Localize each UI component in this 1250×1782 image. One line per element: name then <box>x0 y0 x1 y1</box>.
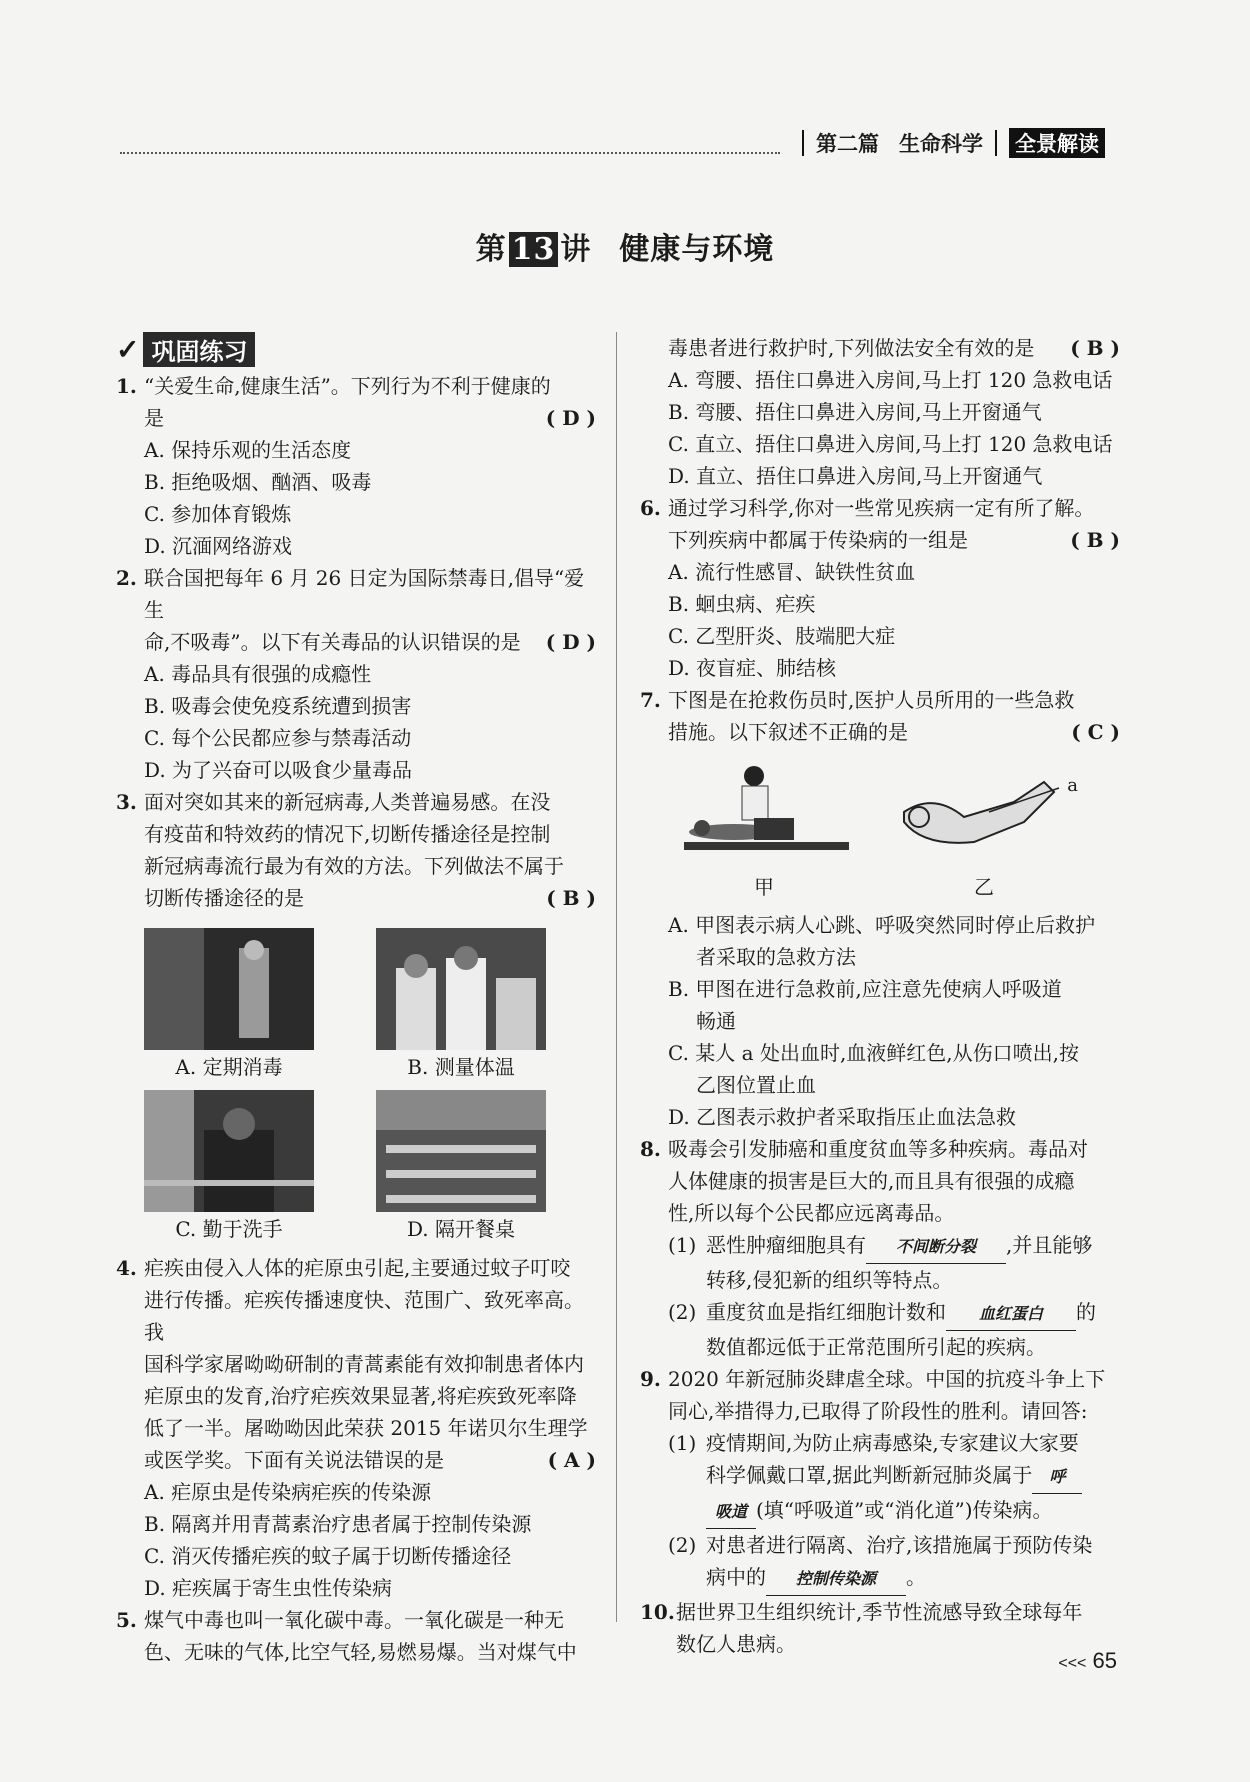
option: B. 蛔虫病、疟疾 <box>668 592 816 616</box>
sub-text: 数值都远低于正常范围所引起的疾病。 <box>706 1335 1046 1359</box>
sub-number: (2) <box>668 1533 697 1557</box>
chapter-topic: 健康与环境 <box>619 232 775 267</box>
option: D. 为了兴奋可以吸食少量毒品 <box>144 758 413 782</box>
header-divider <box>802 130 804 156</box>
option: B. 拒绝吸烟、酗酒、吸毒 <box>144 470 372 494</box>
option: B. 甲图在进行急救前,应注意先使病人呼吸道 <box>668 977 1062 1001</box>
answer-blank: 吸道 <box>706 1496 756 1529</box>
option: D. 沉湎网络游戏 <box>144 534 293 558</box>
sub-text: 重度贫血是指红细胞计数和 <box>706 1300 946 1324</box>
sub-text: ,并且能够 <box>1006 1233 1093 1257</box>
header-badge: 全景解读 <box>1009 128 1105 158</box>
check-icon: ✓ <box>116 333 140 366</box>
question-text: 毒患者进行救护时,下列做法安全有效的是 <box>668 336 1035 360</box>
question-text: 国科学家屠呦呦研制的青蒿素能有效抑制患者体内 <box>144 1352 584 1376</box>
sub-text: 。 <box>906 1565 926 1589</box>
answer: ( D ) <box>545 406 596 430</box>
photo-handwashing <box>144 1090 314 1212</box>
right-column <box>640 332 1120 1660</box>
figure-point-label: a <box>1067 775 1078 796</box>
q8-sub1 <box>640 1229 1120 1296</box>
question-10 <box>640 1596 1120 1660</box>
figure-yi <box>894 762 1078 903</box>
answer: ( A ) <box>547 1448 596 1472</box>
question-3 <box>116 786 596 914</box>
question-number: 2. <box>116 566 137 590</box>
question-2 <box>116 562 596 658</box>
question-text: 有疫苗和特效药的情况下,切断传播途径是控制 <box>144 822 551 846</box>
question-text: 数亿人患病。 <box>676 1632 796 1656</box>
option-continued: 者采取的急救方法 <box>696 945 856 969</box>
answer: ( C ) <box>1071 720 1120 744</box>
option: C. 直立、捂住口鼻进入房间,马上打 120 急救电话 <box>668 432 1113 456</box>
question-text: 同心,举措得力,已取得了阶段性的胜利。请回答: <box>668 1399 1088 1423</box>
option: C. 消灭传播疟疾的蚊子属于切断传播途径 <box>144 1544 512 1568</box>
question-text: 通过学习科学,你对一些常见疾病一定有所了解。 <box>668 496 1095 520</box>
section-heading <box>116 332 255 367</box>
chapter-number: 13 <box>509 232 559 267</box>
first-aid-figures <box>674 762 1120 903</box>
answer-blank: 血红蛋白 <box>946 1298 1076 1331</box>
page-header <box>790 128 1105 158</box>
option: A. 保持乐观的生活态度 <box>144 438 352 462</box>
cpr-illustration <box>674 762 854 862</box>
photo-separated-tables <box>376 1090 546 1212</box>
question-number: 6. <box>640 496 661 520</box>
sub-number: (2) <box>668 1300 697 1324</box>
header-part: 第二篇 <box>816 131 879 156</box>
question-text: 命,不吸毒”。以下有关毒品的认识错误的是 <box>144 630 521 654</box>
question-text: 下图是在抢救伤员时,医护人员所用的一些急救 <box>668 688 1075 712</box>
option: C. 某人 a 处出血时,血液鲜红色,从伤口喷出,按 <box>668 1041 1080 1065</box>
sub-text: 转移,侵犯新的组织等特点。 <box>706 1268 953 1292</box>
question-text: 切断传播途径的是 <box>144 886 304 910</box>
column-divider <box>616 332 617 1622</box>
question-number: 9. <box>640 1367 661 1391</box>
option: B. 弯腰、捂住口鼻进入房间,马上开窗通气 <box>668 400 1042 424</box>
question-number: 7. <box>640 688 661 712</box>
photo-temperature <box>376 928 546 1050</box>
question-7 <box>640 684 1120 748</box>
answer-blank: 不间断分裂 <box>866 1231 1006 1264</box>
figure-label: 甲 <box>754 875 774 899</box>
photo-caption: C. 勤于洗手 <box>175 1217 283 1241</box>
sub-text: 科学佩戴口罩,据此判断新冠肺炎属于 <box>706 1463 1033 1487</box>
question-text: 疟疾由侵入人体的疟原虫引起,主要通过蚊子叮咬 <box>144 1256 571 1280</box>
question-text: 面对突如其来的新冠病毒,人类普遍易感。在没 <box>144 790 551 814</box>
question-text: 色、无味的气体,比空气轻,易燃易爆。当对煤气中 <box>144 1640 577 1664</box>
header-subject: 生命科学 <box>899 131 983 156</box>
option: B. 隔离并用青蒿素治疗患者属于控制传染源 <box>144 1512 532 1536</box>
answer-blank: 呼 <box>1032 1461 1082 1494</box>
page-number: 65 <box>1092 1648 1117 1673</box>
option: D. 乙图表示救护者采取指压止血法急救 <box>668 1105 1017 1129</box>
option: A. 甲图表示病人心跳、呼吸突然同时停止后救护 <box>668 913 1096 937</box>
q8-sub2 <box>640 1296 1120 1363</box>
section-label: 巩固练习 <box>143 332 255 367</box>
question-number: 4. <box>116 1256 137 1280</box>
answer: ( B ) <box>546 886 596 910</box>
question-number: 1. <box>116 374 137 398</box>
question-text: 或医学奖。下面有关说法错误的是 <box>144 1448 444 1472</box>
answer: ( B ) <box>1070 336 1120 360</box>
sub-text: (填“呼吸道”或“消化道”)传染病。 <box>756 1498 1053 1522</box>
sub-text: 疫情期间,为防止病毒感染,专家建议大家要 <box>706 1431 1079 1455</box>
arrows-icon: <<< <box>1058 1655 1087 1672</box>
option: A. 毒品具有很强的成瘾性 <box>144 662 372 686</box>
question-text: 进行传播。疟疾传播速度快、范围广、致死率高。我 <box>144 1288 584 1344</box>
pressure-point-illustration <box>894 762 1074 862</box>
question-text: 低了一半。屠呦呦因此荣获 2015 年诺贝尔生理学 <box>144 1416 588 1440</box>
option: A. 弯腰、捂住口鼻进入房间,马上打 120 急救电话 <box>668 368 1113 392</box>
question-text: “关爱生命,健康生活”。下列行为不利于健康的 <box>144 374 551 398</box>
question-number: 10. <box>640 1600 675 1624</box>
figure-label: 乙 <box>974 875 994 899</box>
page-footer <box>1058 1648 1117 1674</box>
photo-disinfection <box>144 928 314 1050</box>
option: D. 直立、捂住口鼻进入房间,马上开窗通气 <box>668 464 1043 488</box>
sub-text: 恶性肿瘤细胞具有 <box>706 1233 866 1257</box>
question-text: 是 <box>144 406 164 430</box>
question-8 <box>640 1133 1120 1229</box>
question-text: 性,所以每个公民都应远离毒品。 <box>668 1201 955 1225</box>
option: A. 疟原虫是传染病疟疾的传染源 <box>144 1480 432 1504</box>
question-6 <box>640 492 1120 556</box>
answer: ( D ) <box>545 630 596 654</box>
question-text: 吸毒会引发肺癌和重度贫血等多种疾病。毒品对 <box>668 1137 1088 1161</box>
title-prefix: 第 <box>475 232 507 267</box>
question-number: 3. <box>116 790 137 814</box>
question-text: 据世界卫生组织统计,季节性流感导致全球每年 <box>676 1600 1083 1624</box>
photo-caption: B. 测量体温 <box>407 1055 515 1079</box>
question-text: 2020 年新冠肺炎肆虐全球。中国的抗疫斗争上下 <box>668 1367 1106 1391</box>
header-divider <box>995 130 997 156</box>
answer: ( B ) <box>1070 528 1120 552</box>
question-number: 8. <box>640 1137 661 1161</box>
option: A. 流行性感冒、缺铁性贫血 <box>668 560 916 584</box>
figure-jia <box>674 762 854 903</box>
option: D. 夜盲症、肺结核 <box>668 656 837 680</box>
question-text: 疟原虫的发育,治疗疟疾效果显著,将疟疾致死率降 <box>144 1384 577 1408</box>
question-number: 5. <box>116 1608 137 1632</box>
option-continued: 畅通 <box>696 1009 736 1033</box>
header-rule <box>120 152 780 154</box>
title-suffix: 讲 <box>560 232 592 267</box>
photo-grid <box>144 928 596 1246</box>
question-1 <box>116 370 596 434</box>
option: B. 吸毒会使免疫系统遭到损害 <box>144 694 412 718</box>
question-text: 联合国把每年 6 月 26 日定为国际禁毒日,倡导“爱生 <box>144 566 585 622</box>
question-text: 下列疾病中都属于传染病的一组是 <box>668 528 968 552</box>
answer-blank: 控制传染源 <box>766 1563 906 1596</box>
option: C. 乙型肝炎、肢端肥大症 <box>668 624 896 648</box>
q9-sub1 <box>640 1427 1120 1529</box>
option: D. 疟疾属于寄生虫性传染病 <box>144 1576 393 1600</box>
question-text: 新冠病毒流行最为有效的方法。下列做法不属于 <box>144 854 564 878</box>
question-text: 人体健康的损害是巨大的,而且具有很强的成瘾 <box>668 1169 1075 1193</box>
sub-text: 对患者进行隔离、治疗,该措施属于预防传染 <box>706 1533 1093 1557</box>
question-4 <box>116 1252 596 1476</box>
sub-text: 的 <box>1076 1300 1096 1324</box>
option: C. 每个公民都应参与禁毒活动 <box>144 726 412 750</box>
sub-text: 病中的 <box>706 1565 766 1589</box>
question-text: 措施。以下叙述不正确的是 <box>668 720 908 744</box>
sub-number: (1) <box>668 1233 697 1257</box>
photo-caption: D. 隔开餐桌 <box>406 1217 516 1241</box>
question-text: 煤气中毒也叫一氧化碳中毒。一氧化碳是一种无 <box>144 1608 564 1632</box>
question-9 <box>640 1363 1120 1427</box>
photo-caption: A. 定期消毒 <box>175 1055 283 1079</box>
sub-number: (1) <box>668 1431 697 1455</box>
option: C. 参加体育锻炼 <box>144 502 292 526</box>
chapter-title <box>0 224 1250 268</box>
option-continued: 乙图位置止血 <box>696 1073 816 1097</box>
q9-sub2 <box>640 1529 1120 1596</box>
question-5 <box>116 1604 596 1668</box>
left-column <box>116 370 596 1668</box>
